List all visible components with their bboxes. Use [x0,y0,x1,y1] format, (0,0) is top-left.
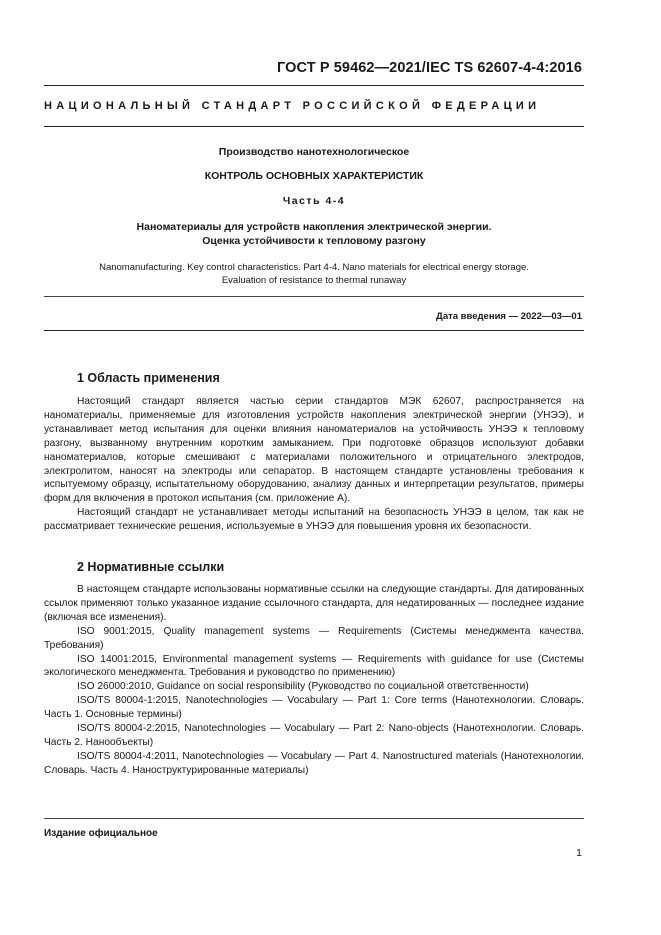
footer-rule [44,818,584,819]
page-number: 1 [576,847,582,859]
header-rule [44,85,584,86]
reference-item: ISO 26000:2010, Guidance on social responsibility (Руководство по социальной ответственности) [77,681,529,693]
section-2-body [44,583,584,778]
title-rule [44,296,584,297]
header-rule-lower [44,126,584,127]
paragraph: В настоящем стандарте использованы нормативные ссылки на следующие стандарты. Для датированных ссылок применяют только указанное издание ссылочного стандарта, для недатированных — последнее издание (включая все изменения). [44,584,584,623]
introduction-date: Дата введения — 2022—03—01 [436,311,582,322]
reference-item: ISO 9001:2015, Quality management systems — Requirements (Системы менеджмента качества. Требования) [44,625,584,651]
reference-item: ISO/TS 80004-4:2011, Nanotechnologies — Vocabulary — Part 4. Nanostructured materials (Нанотехнологии. Словарь. Часть 4. Наноструктурированные материалы) [44,750,584,776]
official-edition-label: Издание официальное [44,828,158,839]
paragraph: Настоящий стандарт не устанавливает методы испытаний на безопасность УНЭЭ в целом, так как не рассматривает технические решения, используемые в УНЭЭ для повышения уровня их безопасности. [44,507,584,533]
reference-item: ISO/TS 80004-1:2015, Nanotechnologies — Vocabulary — Part 1: Core terms (Нанотехнологии. Словарь. Часть 1. Основные термины) [44,695,584,721]
english-title-line-2: Evaluation of resistance to thermal runaway [221,274,407,286]
title-line-2: КОНТРОЛЬ ОСНОВНЫХ ХАРАКТЕРИСТИК [204,170,424,182]
title-subtitle [44,220,584,248]
standard-code: ГОСТ Р 59462—2021/IEC TS 62607-4-4:2016 [277,60,582,76]
date-rule [44,330,584,331]
english-title-line-1: Nanomanufacturing. Key control characteristics. Part 4-4. Nano materials for electrical energy storage. [99,262,529,273]
reference-item: ISO 14001:2015, Environmental management systems — Requirements with guidance for use (Системы экологического менеджмента. Требования и руководство по применению) [44,653,584,679]
subtitle-line-1: Наноматериалы для устройств накопления электрической энергии. [136,221,492,233]
section-1-heading: 1 Область применения [77,371,220,385]
reference-item: ISO/TS 80004-2:2015, Nanotechnologies — Vocabulary — Part 2: Nano-objects (Нанотехнологии. Словарь. Часть 2. Нанообъекты) [44,723,584,748]
paragraph: Настоящий стандарт является частью серии стандартов МЭК 62607, распространяется на наноматериалы, применяемые для изготовления устройств накопления электрической энергии (УНЭЭ), и устанавливает метод испытания для оценки влияния наноматериалов на устойчивость УНЭЭ к тепловому разгону, вызванному внутренним коротким замыканием. При подготовке образцов используют добавки наноматериалов, которые смешивают с материалами положительного и отрицательного электродов, электролитом, наносят на электроды или сепаратор. В настоящем стандарте установлены требования к испытуемому образцу, испытательному оборудованию, анализу данных и интерпретации результатов, примеры форм для включения в протокол испытания (см. приложение А). [44,396,584,505]
national-standard-label: НАЦИОНАЛЬНЫЙ СТАНДАРТ РОССИЙСКОЙ ФЕДЕРАЦИИ [44,100,541,112]
title-part: Часть 4-4 [282,195,346,207]
section-2-heading: 2 Нормативные ссылки [77,560,225,574]
subtitle-line-2: Оценка устойчивости к тепловому разгону [202,235,426,247]
section-1-body [44,395,584,534]
title-line-1: Производство нанотехнологическое [218,146,410,158]
english-title [44,262,584,287]
